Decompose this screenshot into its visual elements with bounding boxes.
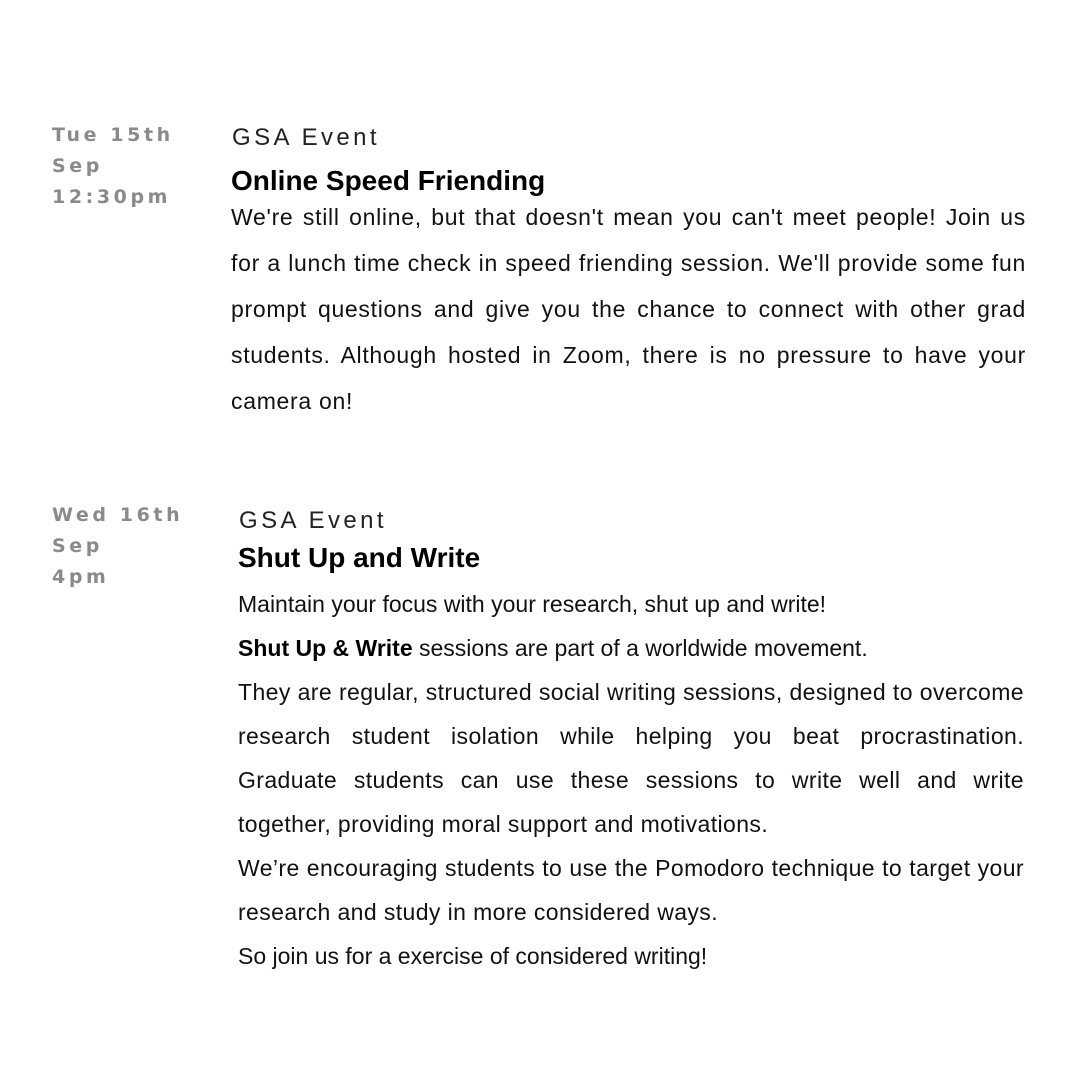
description-paragraph-closing: So join us for a exercise of considered writing!	[238, 943, 708, 969]
event-date-time: 4pm	[52, 566, 110, 588]
event-date-month: Sep	[52, 535, 103, 557]
movement-text: sessions are part of a worldwide movement.	[412, 635, 868, 661]
event-description: We're still online, but that doesn't mean you can't meet people! Join us for a lunch time check in speed friending session. We'll provide some fun prompt questions and give you the chance to connect with other grad students. Although hosted in Zoom, there is no pressure to have your camera on!	[231, 204, 1026, 414]
shut-up-write-name: Shut Up & Write	[238, 635, 413, 661]
event-date	[52, 500, 222, 593]
description-paragraph-intro: Maintain your focus with your research, shut up and write!	[238, 591, 827, 617]
event-title: Shut Up and Write	[238, 542, 481, 573]
event-date-day: Wed 16th	[52, 504, 184, 526]
event-tag: GSA Event	[239, 507, 387, 534]
description-paragraph-pomodoro: We’re encouraging students to use the Pomodoro technique to target your research and study in more considered ways.	[238, 855, 1024, 925]
event-title: Online Speed Friending	[231, 165, 546, 196]
event-date-month: Sep	[52, 155, 103, 177]
event-date	[52, 120, 222, 213]
event-date-time: 12:30pm	[52, 186, 172, 208]
description-paragraph-movement	[238, 626, 1024, 670]
description-paragraph-details: They are regular, structured social writing sessions, designed to overcome research student isolation while helping you beat procrastination. Graduate students can use these sessions to write well and write together, providing moral support and motivations.	[238, 679, 1024, 837]
event-description	[238, 582, 1024, 978]
event-tag: GSA Event	[232, 124, 380, 151]
event-date-day: Tue 15th	[52, 124, 174, 146]
